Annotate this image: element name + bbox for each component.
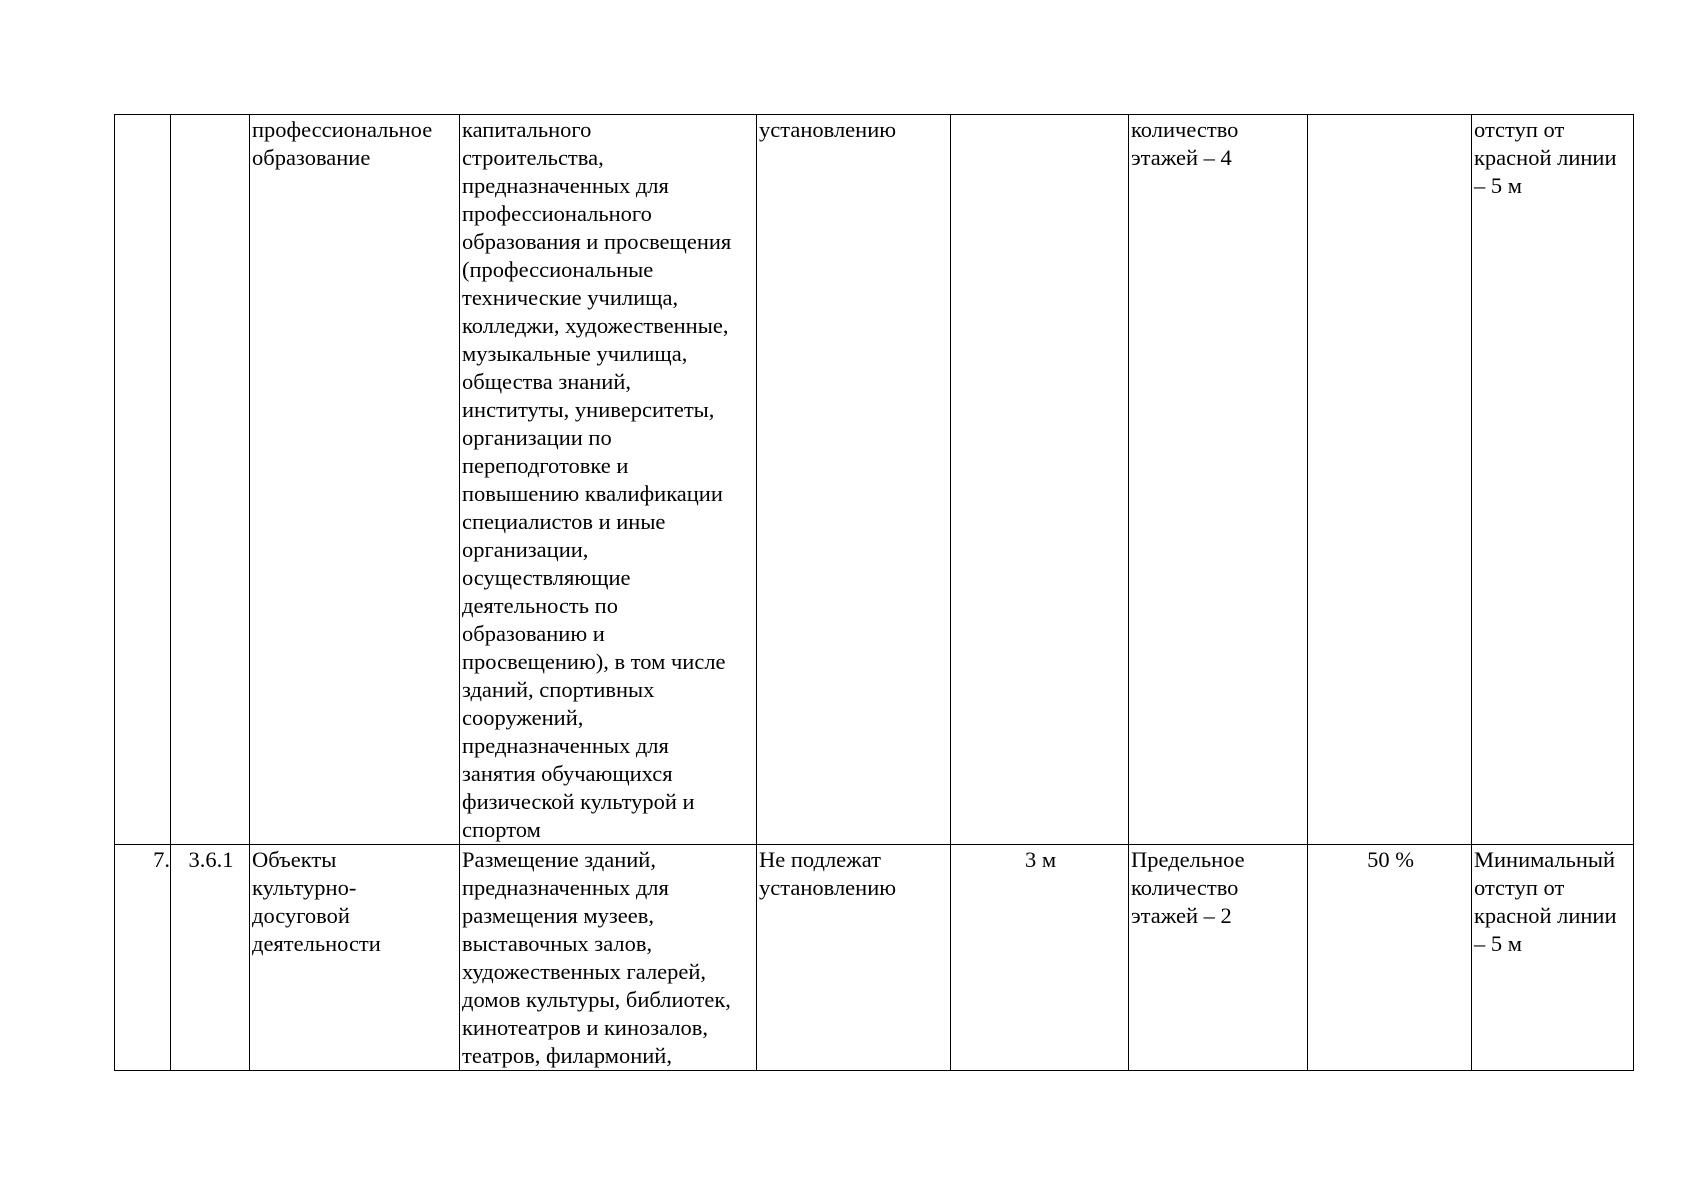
table-row bbox=[115, 845, 1634, 1071]
use-description-cell: Размещение зданий, предназначенных для размещения музеев, выставочных залов, художественных галерей, домов культуры, библиотек, кинотеатров и кинозалов, театров, филармоний, bbox=[460, 845, 757, 1071]
floors-cell: Предельное количество этажей – 2 bbox=[1129, 845, 1308, 1071]
coverage-cell: 50 % bbox=[1308, 845, 1472, 1071]
floors-cell: количество этажей – 4 bbox=[1129, 115, 1308, 845]
coverage-cell bbox=[1308, 115, 1472, 845]
use-code-cell: 3.6.1 bbox=[171, 845, 250, 1071]
use-name-cell: профессиональное образование bbox=[250, 115, 460, 845]
use-code-cell bbox=[171, 115, 250, 845]
plot-size-cell: Не подлежат установлению bbox=[757, 845, 951, 1071]
use-name-cell: Объекты культурно- досуговой деятельности bbox=[250, 845, 460, 1071]
plot-size-cell: установлению bbox=[757, 115, 951, 845]
setback-cell: 3 м bbox=[951, 845, 1129, 1071]
setback-cell bbox=[951, 115, 1129, 845]
use-description-cell: капитального строительства, предназначенных для профессионального образования и просвещения (профессиональные технические училища, колледжи, художественные, музыкальные училища, общества знаний, институты, университеты, организации по переподготовке и повышению квалификации специалистов и иные организации, осуществляющие деятельность по образованию и просвещению), в том числе зданий, спортивных сооружений, предназначенных для занятия обучающихся физической культурой и спортом bbox=[460, 115, 757, 845]
red-line-setback-cell: Минимальный отступ от красной линии – 5 м bbox=[1472, 845, 1634, 1071]
table-row bbox=[115, 115, 1634, 845]
row-number-cell bbox=[115, 115, 171, 845]
red-line-setback-cell: отступ от красной линии – 5 м bbox=[1472, 115, 1634, 845]
row-number-cell: 7. bbox=[115, 845, 171, 1071]
land-use-regulations-table bbox=[114, 114, 1634, 1071]
